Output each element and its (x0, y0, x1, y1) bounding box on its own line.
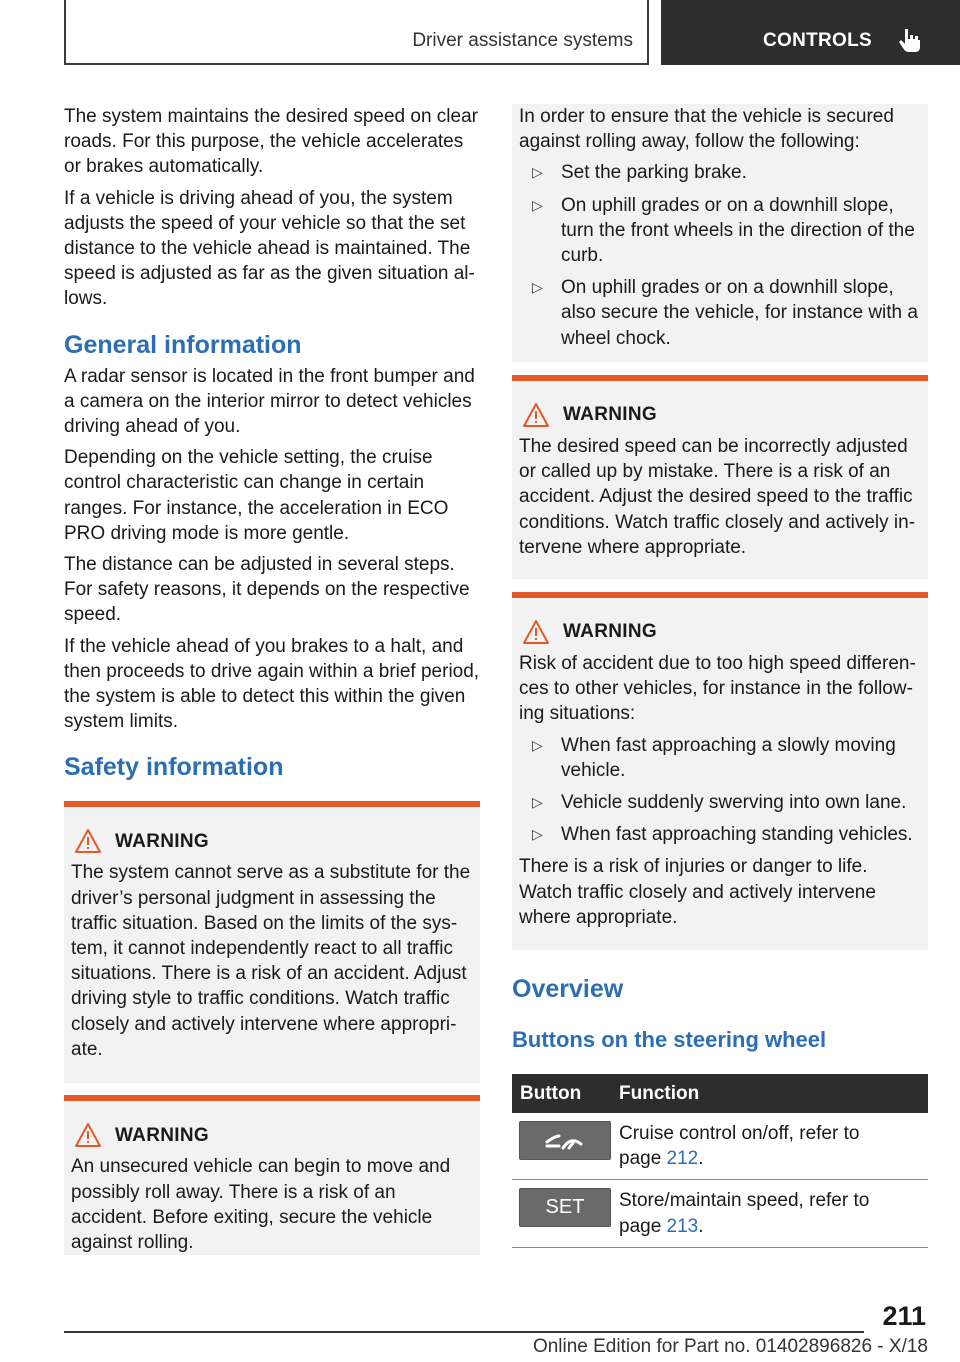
page-number: 211 (882, 1301, 926, 1331)
warning-text: The desired speed can be incorrectly adjusted or called up by mistake. There is a risk of an accident. Adjust the desired speed to the traffic conditions. Watch traffic closely and actively intervene where appropriate. (519, 436, 916, 558)
intro-paragraph: If a vehicle is driving ahead of you, the system adjusts the speed of your vehicle so that the set distance to the vehicle ahead is maintained. The speed is adjusted as far as the given situation allows. (64, 187, 475, 310)
hand-pointer-icon (896, 26, 924, 54)
general-paragraph: If the vehicle ahead of you brakes to a halt, and then proceeds to drive again within a brief period, the system is able to detect this within the given system limits. (64, 635, 480, 733)
page-link[interactable]: 213 (666, 1215, 699, 1237)
warning-triangle-icon (75, 1122, 101, 1148)
warning-triangle-icon (75, 828, 101, 854)
right-column (512, 104, 928, 1248)
header-section-title: Driver assistance systems (412, 30, 633, 51)
safety-information-heading: Safety information (64, 753, 284, 782)
intro-paragraph: The system maintains the desired speed on clear roads. For this purpose, the vehicle accelerates or brakes automatically. (64, 106, 478, 178)
steering-wheel-buttons-heading: Buttons on the steering wheel (512, 1027, 827, 1052)
footer-divider (64, 1331, 864, 1333)
set-button-image: SET (519, 1188, 611, 1227)
overview-heading: Overview (512, 975, 624, 1003)
warning-box (64, 1095, 480, 1255)
list-item: ▷ When fast approaching standing vehicles. (519, 822, 921, 847)
warning-label: WARNING (563, 621, 657, 643)
header-section-box (64, 0, 649, 65)
general-information-heading: General information (64, 330, 302, 359)
list-item: ▷ Set the parking brake. (519, 160, 921, 185)
list-item: ▷ On uphill grades or on a downhill slope, also secure the vehicle, for instance with a wheel chock. (519, 275, 921, 351)
warning-label: WARNING (563, 404, 657, 426)
warning-box (512, 375, 928, 579)
warning-box (512, 592, 928, 950)
warning-text: Risk of accident due to too high speed differences to other vehicles, for instance in the following situations: (519, 653, 916, 725)
table-cell: Cruise control on/off, refer to page 212. (611, 1113, 928, 1180)
cruise-control-button-image (519, 1121, 611, 1160)
table-header: Function (611, 1074, 928, 1113)
edition-info: Online Edition for Part no. 01402896826 - X/18 (532, 1336, 928, 1357)
header-chapter-label: CONTROLS (763, 30, 873, 51)
table-cell: Store/maintain speed, refer to page 213. (611, 1180, 928, 1247)
buttons-table (512, 1074, 928, 1248)
warning-label: WARNING (115, 1124, 209, 1146)
warning-label: WARNING (115, 830, 209, 852)
warning-text: There is a risk of injuries or danger to life. Watch traffic closely and actively intervene where appropriate. (519, 856, 876, 928)
list-item: ▷ Vehicle suddenly swerving into own lane. (519, 790, 921, 815)
situations-list (519, 733, 921, 848)
cruise-control-icon (543, 1128, 587, 1154)
list-item: ▷ When fast approaching a slowly moving vehicle. (519, 733, 921, 783)
left-column (64, 104, 480, 1255)
page-link[interactable]: 212 (666, 1148, 699, 1170)
secure-intro: In order to ensure that the vehicle is secured against rolling away, follow the following: (519, 106, 894, 153)
general-paragraph: The distance can be adjusted in several steps. For safety reasons, it depends on the respective speed. (64, 554, 470, 626)
secure-vehicle-box (512, 104, 928, 362)
list-item: ▷ On uphill grades or on a downhill slope, turn the front wheels in the direction of the curb. (519, 193, 921, 269)
warning-text: An unsecured vehicle can begin to move and possibly roll away. There is a risk of an accident. Before exiting, secure the vehicle against rolling. (71, 1156, 451, 1254)
general-paragraph: Depending on the vehicle setting, the cruise control characteristic can change in certain ranges. For instance, the acceleration in ECO PRO driving mode is more gentle. (64, 447, 449, 544)
warning-triangle-icon (523, 402, 549, 428)
secure-list (519, 160, 921, 350)
header-chapter-tab (661, 0, 960, 65)
table-row (512, 1113, 928, 1180)
warning-box (64, 801, 480, 1083)
table-header: Button (512, 1074, 611, 1113)
warning-triangle-icon (523, 619, 549, 645)
general-paragraph: A radar sensor is located in the front bumper and a camera on the interior mirror to detect vehicles driving ahead of you. (64, 365, 475, 438)
table-row (512, 1180, 928, 1247)
warning-text: The system cannot serve as a substitute for the driver’s personal judgment in assessing the traffic situation. Based on the limits of the system, it cannot independently react to all traffic situations. There is a risk of an accident. Adjust driving style to traffic conditions. Watch traffic closely and actively intervene where appropriate. (71, 862, 471, 1060)
